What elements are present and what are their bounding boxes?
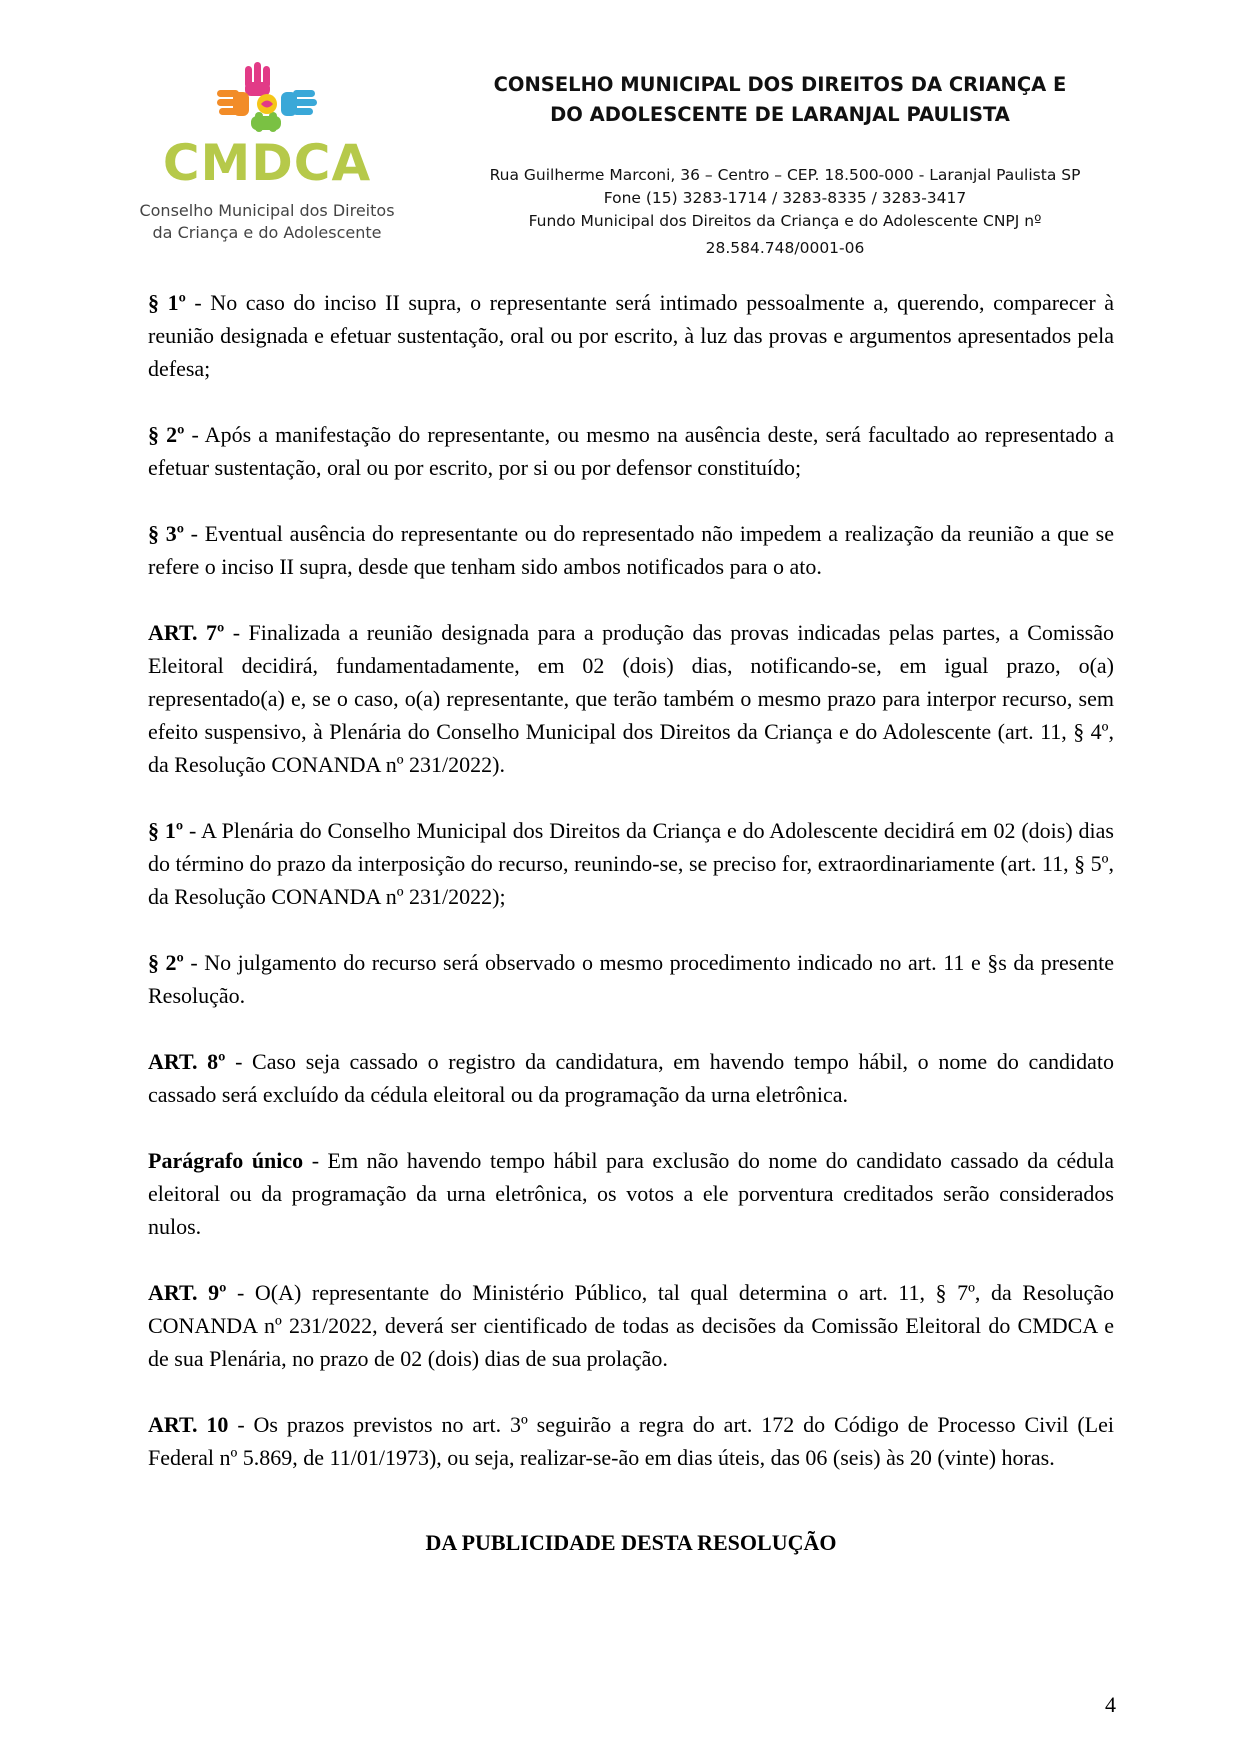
paragraph-3 bbox=[148, 517, 1114, 583]
paragraph-text: - A Plenária do Conselho Municipal dos Direitos da Criança e do Adolescente decidirá em 02 (dois) dias do término do prazo da interposição do recurso, reunindo-se, se preciso for, extraordinariamente (art. 11, § 5º, da Resolução CONANDA nº 231/2022); bbox=[148, 818, 1114, 909]
cnpj-line: 28.584.748/0001-06 bbox=[705, 239, 865, 257]
document-body bbox=[148, 286, 1114, 1507]
logo-subtitle-line-1: Conselho Municipal dos Direitos bbox=[139, 201, 395, 220]
logo-subtitle bbox=[132, 200, 402, 244]
paragraph-label: ART. 8º bbox=[148, 1049, 226, 1074]
paragraph-text: - No caso do inciso II supra, o representante será intimado pessoalmente a, querendo, comparecer à reunião designada e efetuar sustentação, oral ou por escrito, à luz das provas e argumentos apresentados pela defesa; bbox=[148, 290, 1115, 381]
paragraph-9 bbox=[148, 1276, 1114, 1375]
phone-line: Fone (15) 3283-1714 / 3283-8335 / 3283-3417 bbox=[603, 189, 967, 207]
cmdca-logo bbox=[132, 60, 402, 250]
paragraph-label: § 3º bbox=[148, 521, 184, 546]
paragraph-label: ART. 10 bbox=[148, 1412, 229, 1437]
paragraph-text: - Caso seja cassado o registro da candidatura, em havendo tempo hábil, o nome do candidato cassado será excluído da cédula eleitoral ou da programação da urna eletrônica. bbox=[148, 1049, 1114, 1107]
paragraph-2 bbox=[148, 418, 1114, 484]
fund-line: Fundo Municipal dos Direitos da Criança e do Adolescente CNPJ nº bbox=[528, 212, 1042, 230]
logo-subtitle-line-2: da Criança e do Adolescente bbox=[152, 223, 382, 242]
council-title bbox=[430, 70, 1130, 130]
paragraph-text: - Os prazos previstos no art. 3º seguirão a regra do art. 172 do Código de Processo Civil (Lei Federal nº 5.869, de 11/01/1973), ou seja, realizar-se-ão em dias úteis, das 06 (seis) às 20 (vinte) horas. bbox=[148, 1412, 1114, 1470]
hands-circle-icon bbox=[215, 60, 319, 134]
paragraph-7 bbox=[148, 1045, 1114, 1111]
paragraph-1 bbox=[148, 286, 1114, 385]
council-contact-info bbox=[430, 164, 1140, 260]
address-line: Rua Guilherme Marconi, 36 – Centro – CEP. 18.500-000 - Laranjal Paulista SP bbox=[489, 166, 1081, 184]
section-heading: DA PUBLICIDADE DESTA RESOLUÇÃO bbox=[425, 1530, 837, 1555]
paragraph-text: - Em não havendo tempo hábil para exclusão do nome do candidato cassado da cédula eleitoral ou da programação da urna eletrônica, os votos a ele porventura creditados serão considerados nulos. bbox=[148, 1148, 1114, 1239]
paragraph-text: - No julgamento do recurso será observado o mesmo procedimento indicado no art. 11 e §s da presente Resolução. bbox=[148, 950, 1114, 1008]
council-title-line-1: CONSELHO MUNICIPAL DOS DIREITOS DA CRIANÇA E bbox=[493, 73, 1067, 96]
paragraph-label: § 2º bbox=[148, 422, 185, 447]
paragraph-label: Parágrafo único bbox=[148, 1148, 304, 1173]
paragraph-label: § 2º bbox=[148, 950, 184, 975]
paragraph-5 bbox=[148, 814, 1114, 913]
paragraph-text: - Eventual ausência do representante ou do representado não impedem a realização da reunião a que se refere o inciso II supra, desde que tenham sido ambos notificados para o ato. bbox=[148, 521, 1114, 579]
paragraph-label: ART. 7º bbox=[148, 620, 225, 645]
paragraph-text: - O(A) representante do Ministério Público, tal qual determina o art. 11, § 7º, da Resolução CONANDA nº 231/2022, deverá ser cientificado de todas as decisões da Comissão Eleitoral do CMDCA e de sua Plenária, no prazo de 02 (dois) dias de sua prolação. bbox=[148, 1280, 1114, 1371]
paragraph-label: § 1º bbox=[148, 818, 184, 843]
paragraph-10 bbox=[148, 1408, 1114, 1474]
paragraph-8 bbox=[148, 1144, 1114, 1243]
council-title-line-2: DO ADOLESCENTE DE LARANJAL PAULISTA bbox=[550, 103, 1010, 126]
paragraph-text: - Após a manifestação do representante, ou mesmo na ausência deste, será facultado ao representado a efetuar sustentação, oral ou por escrito, por si ou por defensor constituído; bbox=[148, 422, 1115, 480]
paragraph-6 bbox=[148, 946, 1114, 1012]
paragraph-label: ART. 9º bbox=[148, 1280, 227, 1305]
paragraph-label: § 1º bbox=[148, 290, 186, 315]
page-number: 4 bbox=[1105, 1692, 1116, 1717]
logo-wordmark: CMDCA bbox=[162, 134, 372, 192]
paragraph-text: - Finalizada a reunião designada para a produção das provas indicadas pelas partes, a Comissão Eleitoral decidirá, fundamentadamente, em 02 (dois) dias, notificando-se, em igual prazo, o(a) representado(a) e, se o caso, o(a) representante, que terão também o mesmo prazo para interpor recurso, sem efeito suspensivo, à Plenária do Conselho Municipal dos Direitos da Criança e do Adolescente (art. 11, § 4º, da Resolução CONANDA nº 231/2022). bbox=[148, 620, 1114, 777]
paragraph-4 bbox=[148, 616, 1114, 781]
